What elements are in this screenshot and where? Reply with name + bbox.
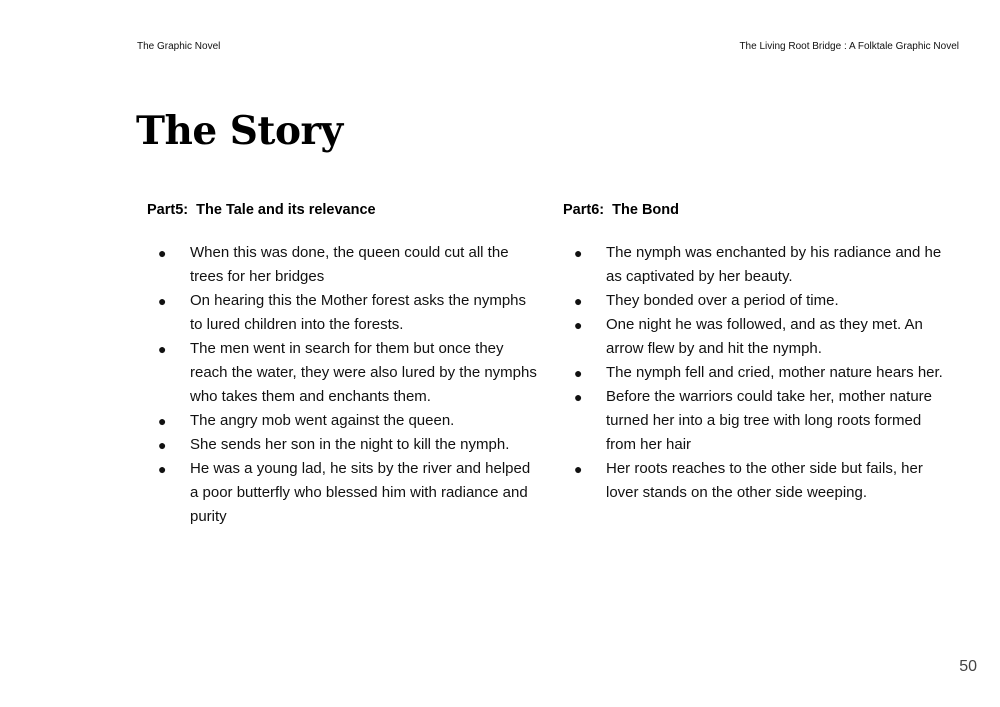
list-item-text: Before the warriors could take her, mother nature turned her into a big tree with long roots formed from her hair [606, 388, 933, 453]
bullet-icon: ● [574, 293, 583, 309]
list-item [563, 457, 953, 505]
part6-list [563, 241, 953, 505]
bullet-icon: ● [574, 245, 583, 261]
list-item-text: She sends her son in the night to kill the nymph. [190, 436, 510, 453]
list-item-text: The nymph fell and cried, mother nature hears her. [606, 364, 943, 381]
part5-list [147, 241, 537, 529]
list-item [147, 457, 537, 529]
list-item-text: One night he was followed, and as they met. An arrow flew by and hit the nymph. [606, 316, 923, 357]
page-number: 50 [959, 658, 977, 675]
list-item-text: Her roots reaches to the other side but fails, her lover stands on the other side weeping. [606, 460, 923, 501]
list-item-text: When this was done, the queen could cut all the trees for her bridges [190, 244, 509, 285]
list-item-text: The angry mob went against the queen. [190, 412, 455, 429]
list-item [147, 289, 537, 337]
bullet-icon: ● [158, 293, 167, 309]
part6-heading: Part6: The Bond [563, 202, 680, 218]
bullet-icon: ● [574, 317, 583, 333]
page-title: The Story [136, 108, 343, 154]
list-item-text: The nymph was enchanted by his radiance and he as captivated by her beauty. [606, 244, 942, 285]
bullet-icon: ● [574, 389, 583, 405]
bullet-icon: ● [158, 437, 167, 453]
list-item-text: The men went in search for them but once they reach the water, they were also lured by the nymphs who takes them and enchants them. [190, 340, 537, 405]
running-header-right: The Living Root Bridge : A Folktale Graphic Novel [739, 41, 959, 52]
list-item [563, 289, 953, 313]
part5-heading: Part5: The Tale and its relevance [147, 202, 376, 218]
part5-column [147, 200, 537, 529]
bullet-icon: ● [158, 245, 167, 261]
list-item [563, 313, 953, 361]
list-item [147, 433, 537, 457]
list-item [147, 337, 537, 409]
list-item [147, 409, 537, 433]
list-item [563, 385, 953, 457]
list-item [147, 241, 537, 289]
bullet-icon: ● [574, 461, 583, 477]
list-item-text: They bonded over a period of time. [606, 292, 839, 309]
bullet-icon: ● [158, 341, 167, 357]
bullet-icon: ● [574, 365, 583, 381]
part6-column [563, 200, 953, 505]
bullet-icon: ● [158, 413, 167, 429]
list-item-text: On hearing this the Mother forest asks the nymphs to lured children into the forests. [190, 292, 526, 333]
running-header-left: The Graphic Novel [137, 41, 221, 52]
bullet-icon: ● [158, 461, 167, 477]
list-item-text: He was a young lad, he sits by the river and helped a poor butterfly who blessed him with radiance and purity [190, 460, 531, 525]
list-item [563, 241, 953, 289]
list-item [563, 361, 953, 385]
